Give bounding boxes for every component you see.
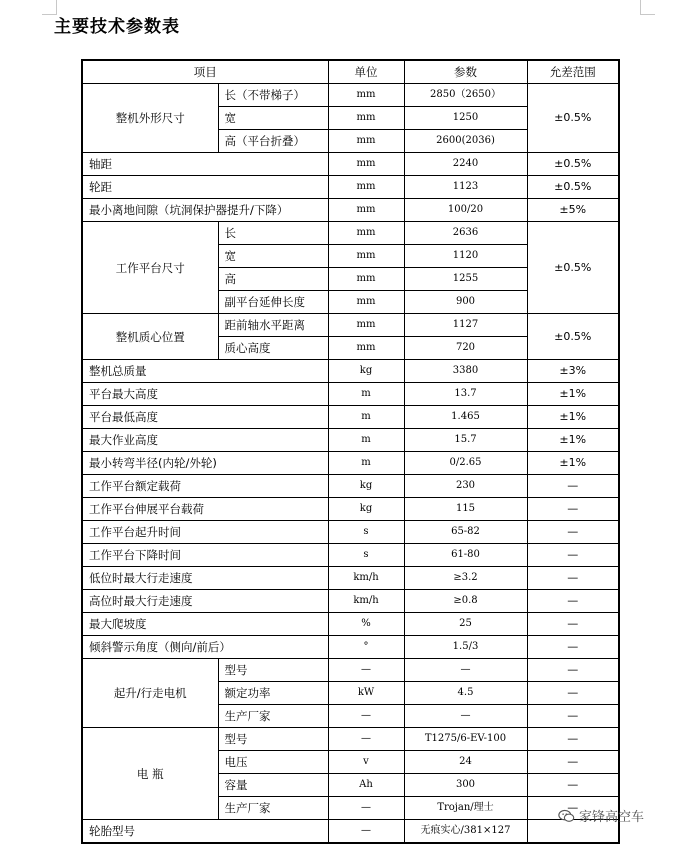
value-cell: 13.7 xyxy=(404,383,527,406)
tolerance-cell: — xyxy=(527,682,619,705)
table-row xyxy=(82,199,619,222)
value-cell: 0/2.65 xyxy=(404,452,527,475)
value-cell: 15.7 xyxy=(404,429,527,452)
sub-item: 型号 xyxy=(218,659,328,682)
unit-cell: kg xyxy=(328,498,404,521)
value-cell: 24 xyxy=(404,751,527,774)
value-cell: Trojan/理士 xyxy=(404,797,527,820)
tolerance-cell: — xyxy=(527,475,619,498)
tolerance-cell: ±0.5% xyxy=(527,314,619,360)
table-row xyxy=(82,613,619,636)
unit-cell: — xyxy=(328,820,404,844)
item-cell: 工作平台起升时间 xyxy=(82,521,328,544)
item-cell: 最大作业高度 xyxy=(82,429,328,452)
unit-cell: — xyxy=(328,797,404,820)
value-cell: 无痕实心/381×127 xyxy=(404,820,527,844)
unit-cell: — xyxy=(328,659,404,682)
value-cell: 61-80 xyxy=(404,544,527,567)
item-cell: 最小离地间隙（坑洞保护器提升/下降） xyxy=(82,199,328,222)
tolerance-cell: ±5% xyxy=(527,199,619,222)
sub-item: 额定功率 xyxy=(218,682,328,705)
unit-cell: s xyxy=(328,521,404,544)
header-item: 项目 xyxy=(82,60,328,84)
unit-cell: ° xyxy=(328,636,404,659)
watermark-text: 家锋高空车 xyxy=(579,810,645,825)
table-row xyxy=(82,406,619,429)
unit-cell: kW xyxy=(328,682,404,705)
unit-cell: mm xyxy=(328,84,404,107)
table-row xyxy=(82,728,619,751)
tolerance-cell: — xyxy=(527,797,619,820)
table-row xyxy=(82,383,619,406)
value-cell: 2636 xyxy=(404,222,527,245)
sub-item: 生产厂家 xyxy=(218,797,328,820)
item-cell: 高位时最大行走速度 xyxy=(82,590,328,613)
item-cell: 最小转弯半径(内轮/外轮) xyxy=(82,452,328,475)
value-cell: — xyxy=(404,705,527,728)
unit-cell: mm xyxy=(328,153,404,176)
tolerance-cell: — xyxy=(527,567,619,590)
sub-item: 长（不带梯子） xyxy=(218,84,328,107)
unit-cell: mm xyxy=(328,268,404,291)
table-row xyxy=(82,567,619,590)
group-label: 起升/行走电机 xyxy=(82,659,218,728)
table-row xyxy=(82,360,619,383)
value-cell: 1120 xyxy=(404,245,527,268)
sub-item: 宽 xyxy=(218,245,328,268)
unit-cell: v xyxy=(328,751,404,774)
unit-cell: mm xyxy=(328,222,404,245)
value-cell: 65-82 xyxy=(404,521,527,544)
header-tolerance: 允差范围 xyxy=(527,60,619,84)
table-row xyxy=(82,222,619,245)
table-row xyxy=(82,153,619,176)
value-cell: T1275/6-EV-100 xyxy=(404,728,527,751)
value-cell: 1123 xyxy=(404,176,527,199)
value-cell: 100/20 xyxy=(404,199,527,222)
header-row xyxy=(82,60,619,84)
table-row xyxy=(82,452,619,475)
unit-cell: — xyxy=(328,728,404,751)
item-cell: 工作平台额定载荷 xyxy=(82,475,328,498)
unit-cell: Ah xyxy=(328,774,404,797)
sub-item: 高（平台折叠） xyxy=(218,130,328,153)
group-label: 整机外形尺寸 xyxy=(82,84,218,153)
table-row xyxy=(82,521,619,544)
value-cell: — xyxy=(404,659,527,682)
value-cell: 2240 xyxy=(404,153,527,176)
header-unit: 单位 xyxy=(328,60,404,84)
value-cell: 3380 xyxy=(404,360,527,383)
group-label: 电 瓶 xyxy=(82,728,218,820)
unit-cell: mm xyxy=(328,107,404,130)
value-cell: ≥3.2 xyxy=(404,567,527,590)
unit-cell: m xyxy=(328,383,404,406)
item-cell: 工作平台下降时间 xyxy=(82,544,328,567)
tolerance-cell: ±0.5% xyxy=(527,153,619,176)
tolerance-cell: ±1% xyxy=(527,406,619,429)
header-value: 参数 xyxy=(404,60,527,84)
value-cell: 230 xyxy=(404,475,527,498)
value-cell: 720 xyxy=(404,337,527,360)
unit-cell: kg xyxy=(328,475,404,498)
table-row xyxy=(82,475,619,498)
value-cell: 2850（2650） xyxy=(404,84,527,107)
item-cell: 平台最大高度 xyxy=(82,383,328,406)
table-row xyxy=(82,820,619,844)
tolerance-cell: — xyxy=(527,636,619,659)
table-row xyxy=(82,544,619,567)
table-row xyxy=(82,314,619,337)
unit-cell: m xyxy=(328,452,404,475)
value-cell: 1.465 xyxy=(404,406,527,429)
tolerance-cell: ±1% xyxy=(527,452,619,475)
sub-item: 长 xyxy=(218,222,328,245)
tolerance-cell: — xyxy=(527,521,619,544)
page-title: 主要技术参数表 xyxy=(54,17,180,37)
value-cell: 25 xyxy=(404,613,527,636)
unit-cell: mm xyxy=(328,291,404,314)
tolerance-cell: — xyxy=(527,544,619,567)
unit-cell: m xyxy=(328,429,404,452)
unit-cell: mm xyxy=(328,176,404,199)
sub-item: 宽 xyxy=(218,107,328,130)
item-cell: 轮距 xyxy=(82,176,328,199)
sub-item: 质心高度 xyxy=(218,337,328,360)
unit-cell: km/h xyxy=(328,590,404,613)
wechat-icon xyxy=(558,809,575,823)
tolerance-cell: — xyxy=(527,498,619,521)
table-row xyxy=(82,636,619,659)
value-cell: 300 xyxy=(404,774,527,797)
item-cell: 最大爬坡度 xyxy=(82,613,328,636)
table-row xyxy=(82,429,619,452)
value-cell: 1250 xyxy=(404,107,527,130)
group-label: 工作平台尺寸 xyxy=(82,222,218,314)
value-cell: 4.5 xyxy=(404,682,527,705)
tolerance-cell: — xyxy=(527,590,619,613)
item-cell: 轮胎型号 xyxy=(82,820,328,844)
table-row xyxy=(82,659,619,682)
tolerance-cell: ±1% xyxy=(527,429,619,452)
value-cell: 1127 xyxy=(404,314,527,337)
unit-cell: kg xyxy=(328,360,404,383)
unit-cell: mm xyxy=(328,314,404,337)
unit-cell: — xyxy=(328,705,404,728)
item-cell: 倾斜警示角度（侧向/前后） xyxy=(82,636,328,659)
sub-item: 电压 xyxy=(218,751,328,774)
value-cell: 115 xyxy=(404,498,527,521)
unit-cell: km/h xyxy=(328,567,404,590)
sub-item: 生产厂家 xyxy=(218,705,328,728)
group-label: 整机质心位置 xyxy=(82,314,218,360)
spec-table xyxy=(81,59,620,844)
tolerance-cell: ±3% xyxy=(527,360,619,383)
unit-cell: mm xyxy=(328,199,404,222)
value-cell: 900 xyxy=(404,291,527,314)
tolerance-cell: — xyxy=(527,659,619,682)
page-corner-mark-right xyxy=(640,0,655,15)
table-row xyxy=(82,176,619,199)
tolerance-cell: ±0.5% xyxy=(527,176,619,199)
tolerance-cell: ±0.5% xyxy=(527,84,619,153)
watermark xyxy=(558,806,644,825)
unit-cell: m xyxy=(328,406,404,429)
item-cell: 低位时最大行走速度 xyxy=(82,567,328,590)
sub-item: 高 xyxy=(218,268,328,291)
sub-item: 副平台延伸长度 xyxy=(218,291,328,314)
sub-item: 容量 xyxy=(218,774,328,797)
item-cell: 工作平台伸展平台载荷 xyxy=(82,498,328,521)
unit-cell: mm xyxy=(328,130,404,153)
value-cell: ≥0.8 xyxy=(404,590,527,613)
sub-item: 型号 xyxy=(218,728,328,751)
tolerance-cell: — xyxy=(527,613,619,636)
unit-cell: mm xyxy=(328,245,404,268)
tolerance-cell: ±1% xyxy=(527,383,619,406)
value-cell: 1.5/3 xyxy=(404,636,527,659)
table-row xyxy=(82,84,619,107)
unit-cell: s xyxy=(328,544,404,567)
value-cell: 1255 xyxy=(404,268,527,291)
tolerance-cell: — xyxy=(527,751,619,774)
item-cell: 平台最低高度 xyxy=(82,406,328,429)
item-cell: 轴距 xyxy=(82,153,328,176)
item-cell: 整机总质量 xyxy=(82,360,328,383)
value-cell: 2600(2036) xyxy=(404,130,527,153)
tolerance-cell: — xyxy=(527,774,619,797)
table-row xyxy=(82,590,619,613)
tolerance-cell: ±0.5% xyxy=(527,222,619,314)
sub-item: 距前轴水平距离 xyxy=(218,314,328,337)
unit-cell: % xyxy=(328,613,404,636)
tolerance-cell: — xyxy=(527,705,619,728)
table-row xyxy=(82,498,619,521)
tolerance-cell: — xyxy=(527,728,619,751)
unit-cell: mm xyxy=(328,337,404,360)
